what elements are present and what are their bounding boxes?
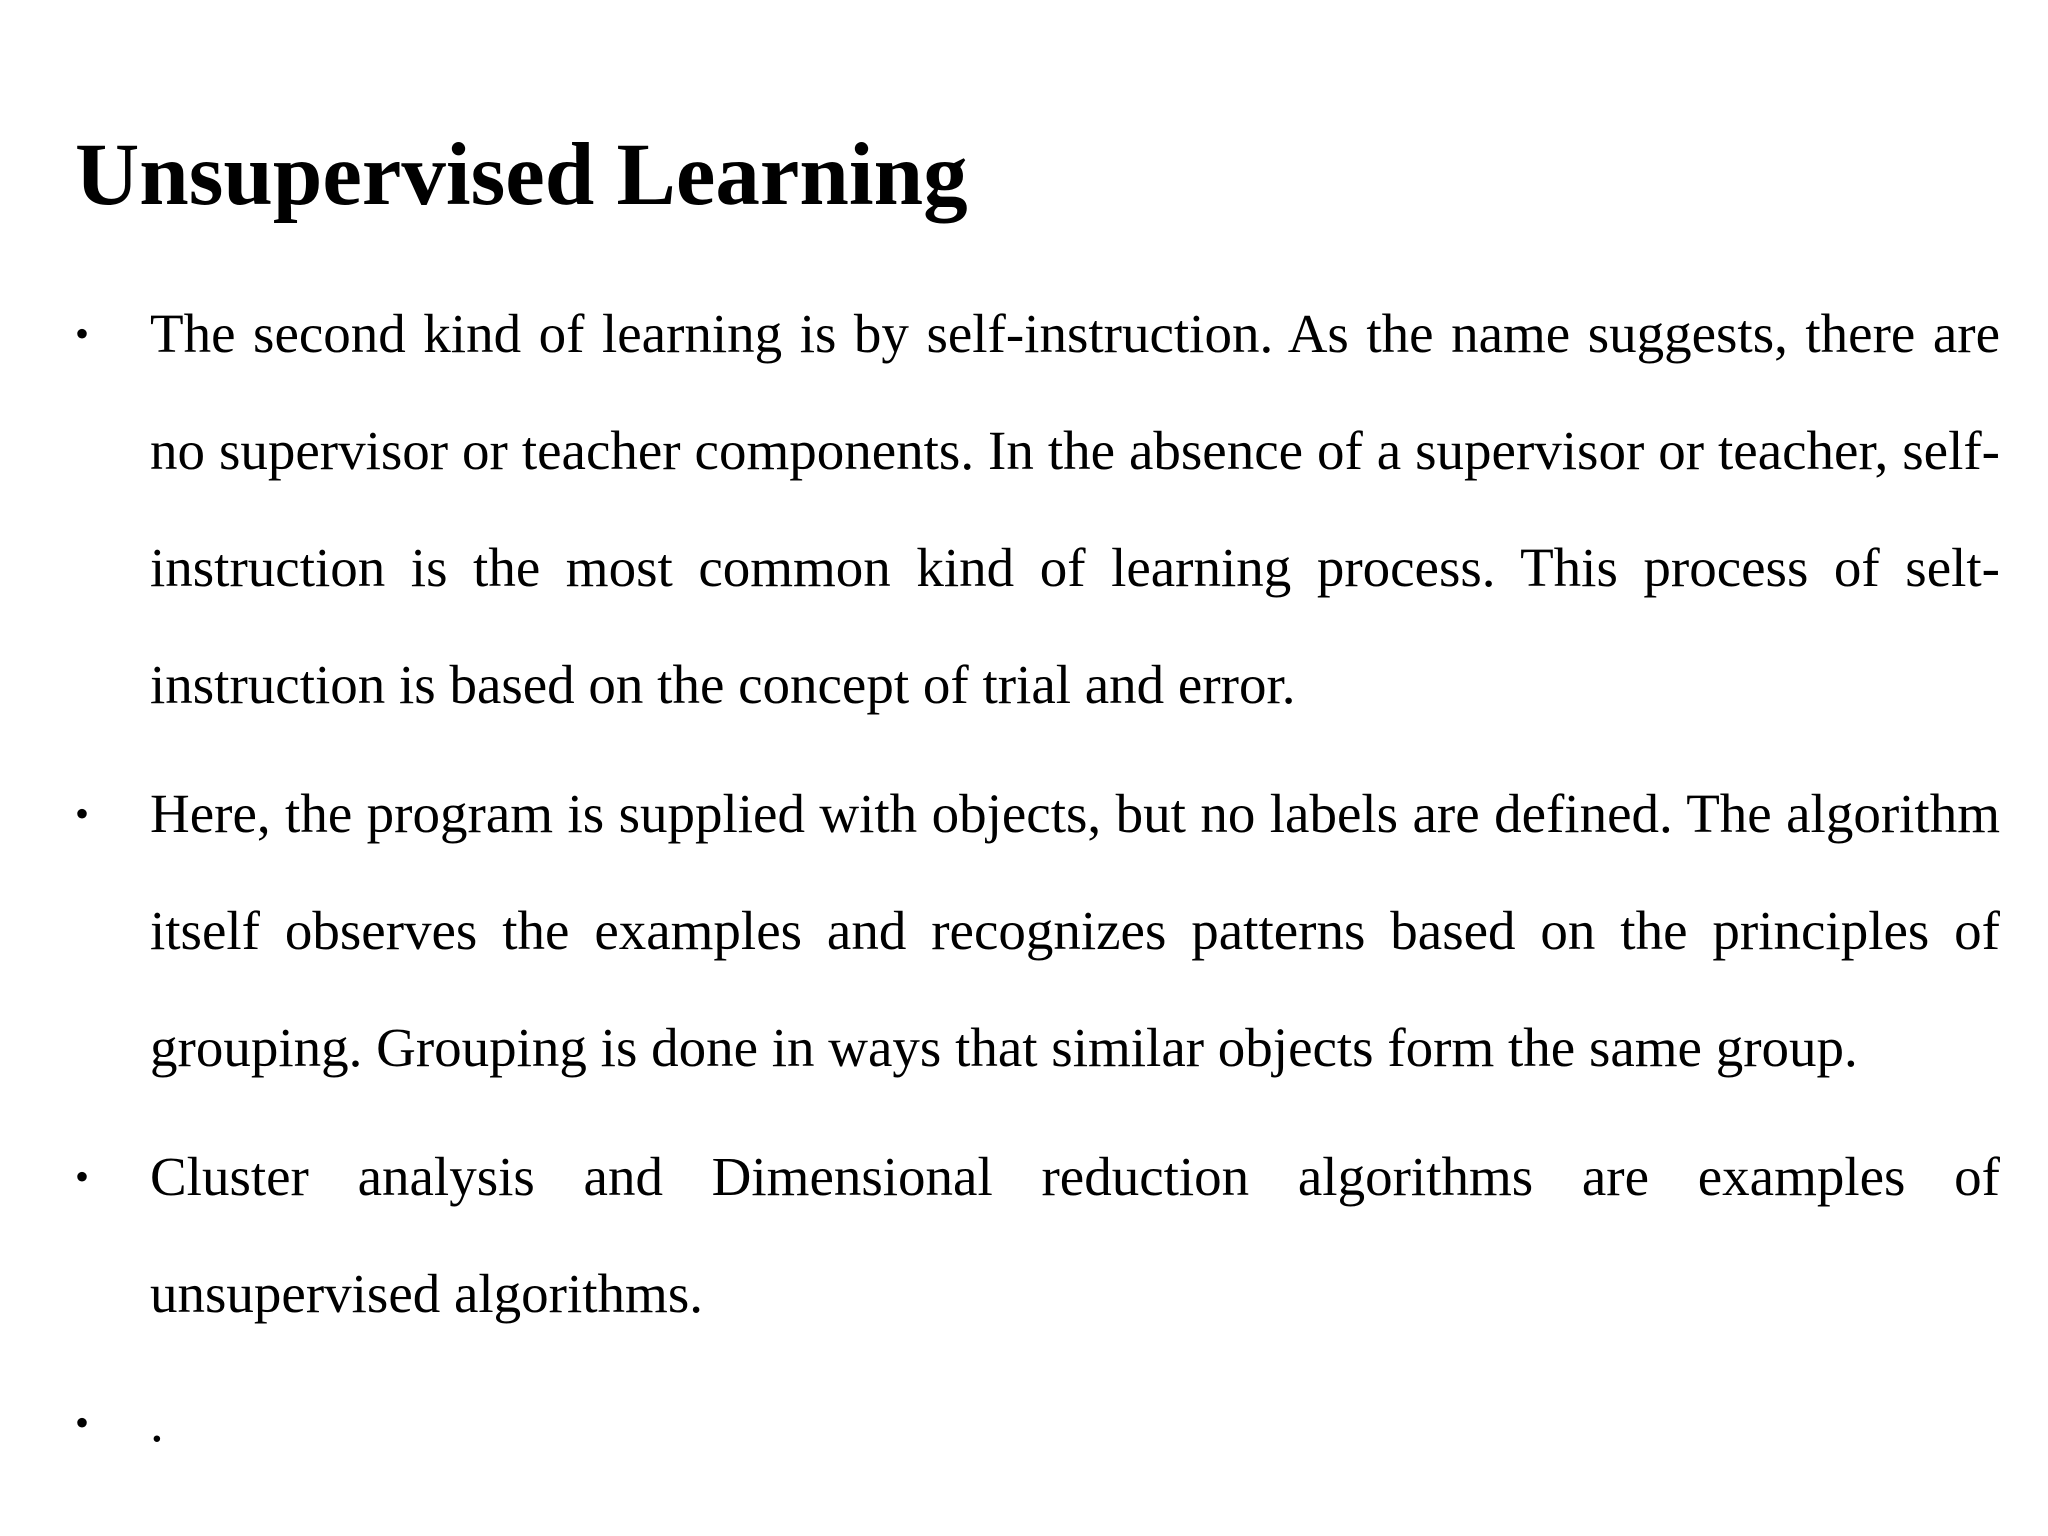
bullet-list xyxy=(75,275,2000,1493)
bullet-marker: • xyxy=(75,1400,90,1445)
bullet-text: The second kind of learning is by self-instruction. As the name suggests, there are no supervisor or teacher components. In the absence of a supervisor or teacher, self-instruction is the most common kind of learning process. This process of selt-instruction is based on the concept of trial and error. xyxy=(150,303,2000,715)
bullet-item xyxy=(75,275,2000,743)
bullet-text: . xyxy=(150,1392,164,1453)
bullet-marker: • xyxy=(75,1154,90,1199)
bullet-marker: • xyxy=(75,311,90,356)
bullet-text: Here, the program is supplied with objects, but no labels are defined. The algorithm itself observes the examples and recognizes patterns based on the principles of grouping. Grouping is done in ways that similar objects form the same group. xyxy=(150,783,2000,1078)
bullet-item xyxy=(75,755,2000,1106)
bullet-item xyxy=(75,1118,2000,1352)
slide-title: Unsupervised Learning xyxy=(75,126,968,224)
bullet-item xyxy=(75,1364,2000,1481)
bullet-text: Cluster analysis and Dimensional reduction algorithms are examples of unsupervised algorithms. xyxy=(150,1146,2000,1324)
bullet-marker: • xyxy=(75,791,90,836)
